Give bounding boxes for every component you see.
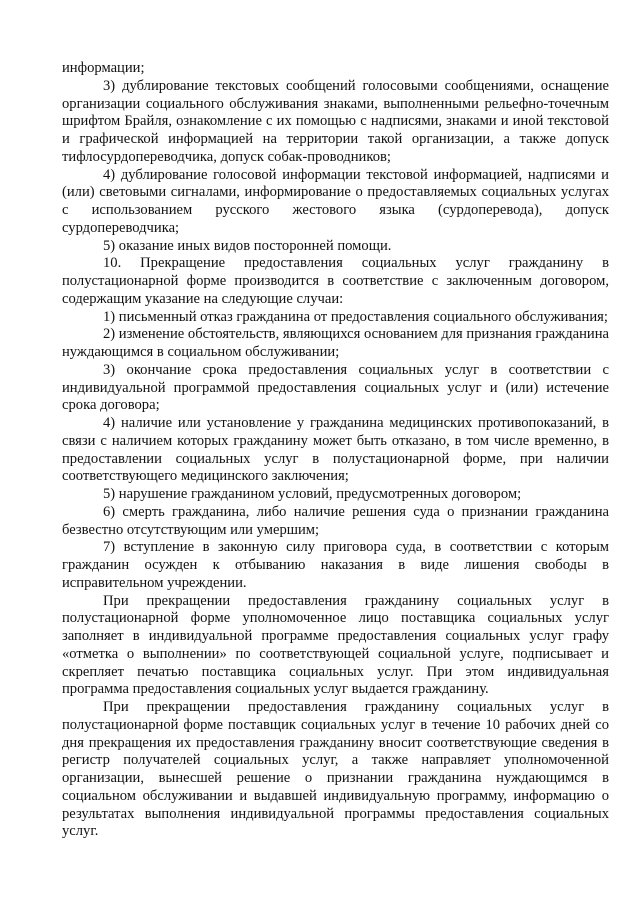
paragraph-case-6: 6) смерть гражданина, либо наличие решения суда о признании гражданина безвестно отсутствующим или умершим; <box>62 503 609 538</box>
paragraph-item-3-braille: 3) дублирование текстовых сообщений голосовыми сообщениями, оснащение организации социального обслуживания знаками, выполненными рельефно-точечным шрифтом Брайля, ознакомление с их помощью с надписями, знаками и иной текстовой и графической информацией на территории такой организации, а также допуск тифлосурдопереводчика, допуск собак-проводников; <box>62 77 609 165</box>
paragraph-case-5: 5) нарушение гражданином условий, предусмотренных договором; <box>103 486 522 502</box>
paragraph-case-2: 2) изменение обстоятельств, являющихся основанием для признания гражданина нуждающимся в социальном обслуживании; <box>62 326 610 360</box>
paragraph-case-1: 1) письменный отказ гражданина от предоставления социального обслуживания; <box>103 308 608 325</box>
paragraph-case-4: 4) наличие или установление у гражданина медицинских противопоказаний, в связи с наличием которых гражданину может быть отказано, в том числе временно, в предоставлении социальных услуг в полустационарной форме, при наличии соответствующего медицинского заключения; <box>62 415 609 485</box>
document-body <box>62 60 609 841</box>
paragraph-item-5-other-help: 5) оказание иных видов посторонней помощи. <box>103 237 392 254</box>
paragraph-section-10: 10. Прекращение предоставления социальных услуг гражданину в полустационарной форме производится в соответствие с заключенным договором, содержащим указание на следующие случаи: <box>62 255 609 307</box>
paragraph-item-4-sign-language: 4) дублирование голосовой информации текстовой информацией, надписями и (или) световыми сигналами, информирование о предоставляемых социальных услугах с использованием русского жестового языка (сурдоперевода), допуск сурдопереводчика; <box>62 166 609 236</box>
paragraph-termination-program: При прекращении предоставления гражданину социальных услуг в полустационарной форме уполномоченное лицо поставщика социальных услуг заполняет в индивидуальной программе предоставления социальных услуг графу «отметка о выполнении» по соответствующей социальной услуге, подписывает и скрепляет печатью поставщика социальных услуг. При этом индивидуальная программа предоставления социальных услуг выдается гражданину. <box>62 592 609 698</box>
paragraph-case-7: 7) вступление в законную силу приговора суда, в соответствии с которым гражданин осужден к отбыванию наказания в виде лишения свободы в исправительном учреждении. <box>62 539 609 591</box>
paragraph-case-3: 3) окончание срока предоставления социальных услуг в соответствии с индивидуальной программой предоставления социальных услуг и (или) истечение срока договора; <box>62 361 609 414</box>
paragraph-continuation: информации; <box>62 60 145 76</box>
paragraph-termination-register: При прекращении предоставления гражданину социальных услуг в полустационарной форме поставщик социальных услуг в течение 10 рабочих дней со дня прекращения их предоставления гражданину вносит соответствующие сведения в регистр получателей социальных услуг, а также направляет уполномоченной организации, вынесшей решение о признании гражданина нуждающимся в социальном обслуживании и выдавшей индивидуальную программу, информацию о результатах выполнения индивидуальной программы предоставления социальных услуг. <box>62 699 609 840</box>
